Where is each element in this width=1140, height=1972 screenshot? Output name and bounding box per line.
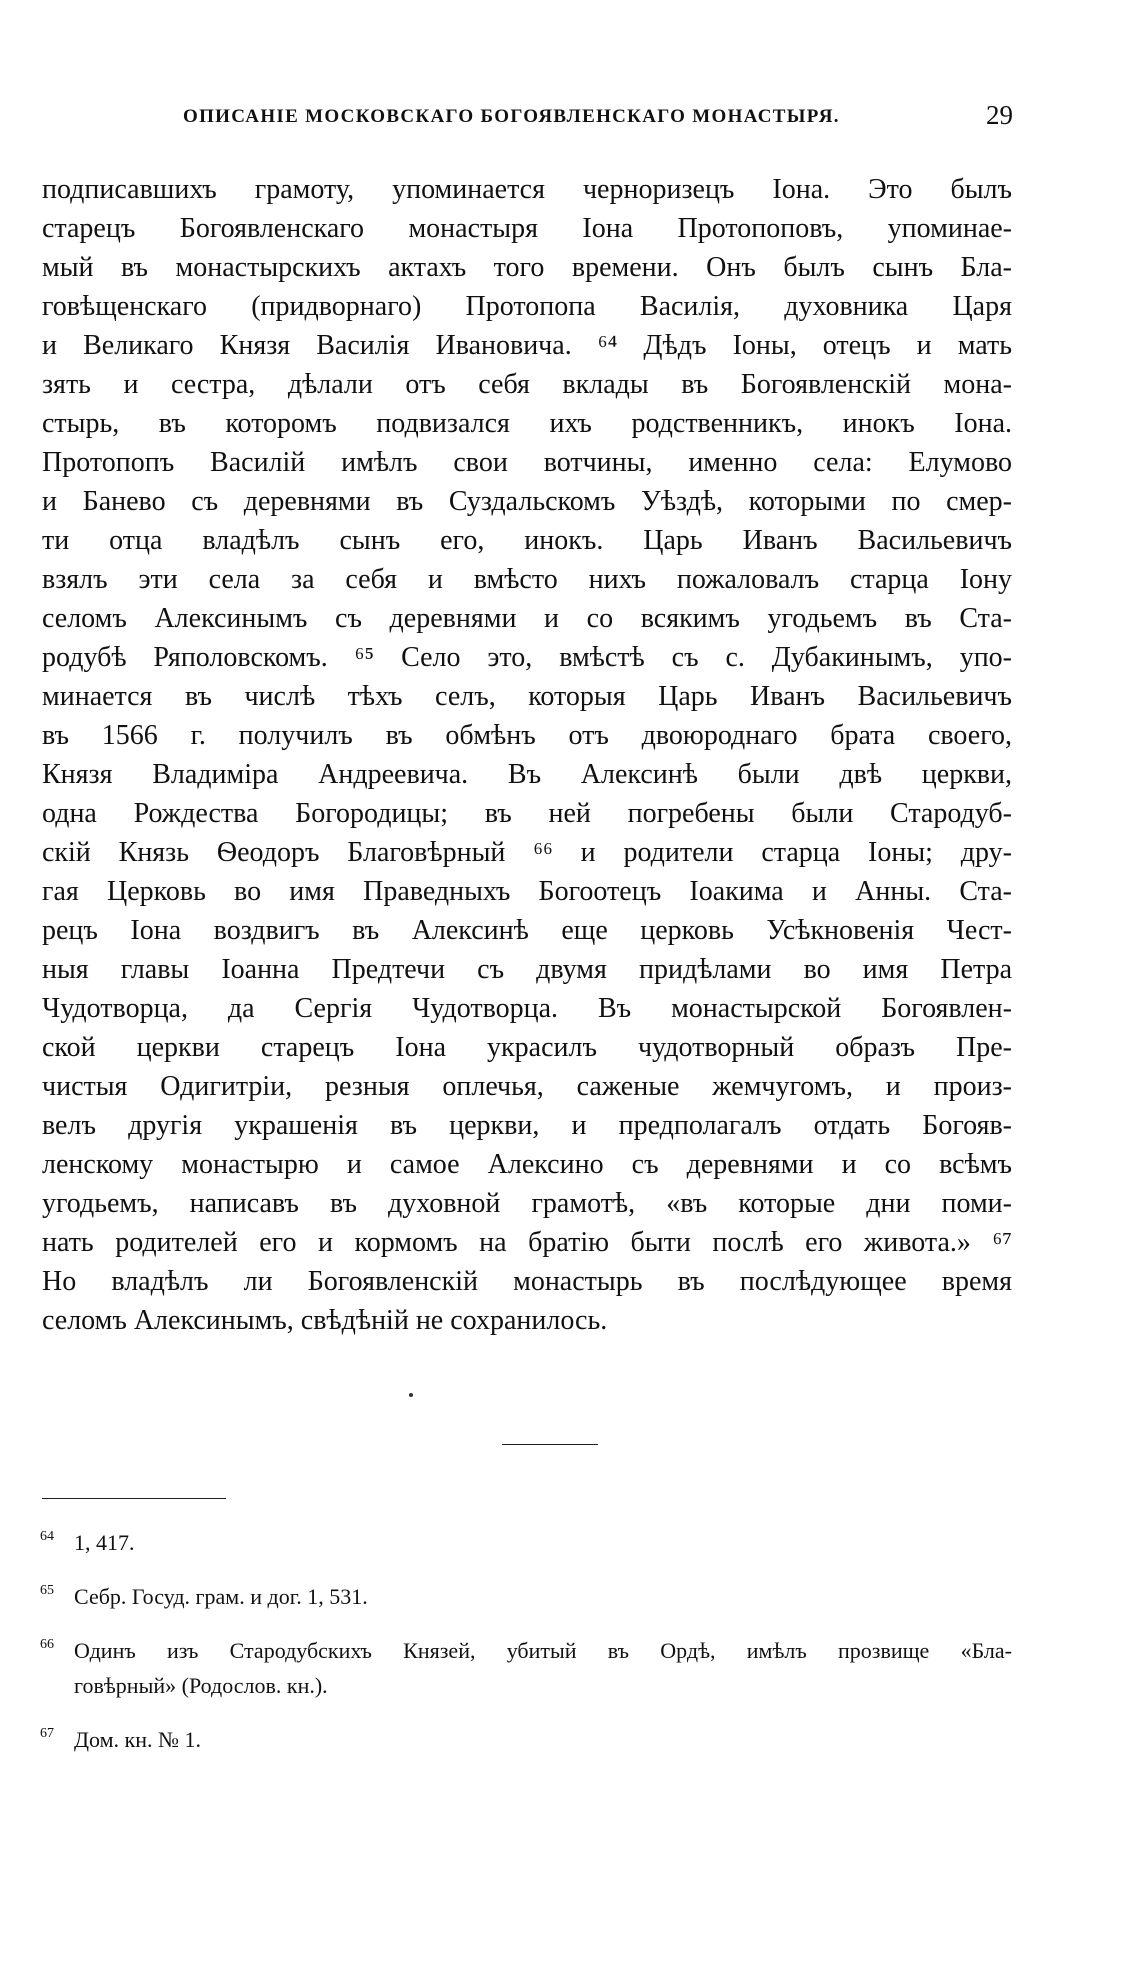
text-line: въ 1566 г. получилъ въ обмѣнъ отъ двоюроднаго брата своего,: [42, 720, 1012, 751]
print-speck: [409, 1393, 413, 1397]
text-line: мый въ монастырскихъ актахъ того времени. Онъ былъ сынъ Бла-: [42, 252, 1012, 283]
footnote-mark: 67: [40, 1726, 54, 1741]
text-line: нать родителей его и кормомъ на братію быти послѣ его живота.» ⁶⁷: [42, 1227, 1012, 1258]
main-text: [42, 170, 1012, 1340]
text-line: рецъ Іона воздвигъ въ Алексинѣ еще церковь Усѣкновенія Чест-: [42, 915, 1012, 946]
text-line: взялъ эти села за себя и вмѣсто нихъ пожаловалъ старца Іону: [42, 564, 1012, 595]
text-line: и Банево съ деревнями въ Суздальскомъ Уѣздѣ, которыми по смер-: [42, 486, 1012, 517]
text-line: ныя главы Іоанна Предтечи съ двумя придѣлами во имя Петра: [42, 954, 1012, 985]
footnote-text: 1, 417.: [74, 1530, 135, 1555]
footnote: [40, 1525, 1012, 1560]
text-line: стырь, въ которомъ подвизался ихъ родственникъ, инокъ Іона.: [42, 408, 1012, 439]
footnote: [40, 1579, 1012, 1614]
text-line: минается въ числѣ тѣхъ селъ, которыя Царь Иванъ Васильевичъ: [42, 681, 1012, 712]
text-line: и Великаго Князя Василія Ивановича. ⁶⁴ Дѣдъ Іоны, отецъ и мать: [42, 330, 1012, 361]
footnote: [40, 1633, 1012, 1703]
text-line: Протопопъ Василій имѣлъ свои вотчины, именно села: Елумово: [42, 447, 1012, 478]
footnote-text: говѣрный» (Родослов. кн.).: [74, 1673, 328, 1698]
text-line: скій Князь Ѳеодоръ Благовѣрный ⁶⁶ и родители старца Іоны; дру-: [42, 837, 1012, 868]
page-number: 29: [986, 100, 1013, 130]
text-line: угодьемъ, написавъ въ духовной грамотѣ, «въ которые дни поми-: [42, 1188, 1012, 1219]
footnote-mark: 64: [40, 1529, 54, 1544]
text-line: ленскому монастырю и самое Алексино съ деревнями и со всѣмъ: [42, 1149, 1012, 1180]
text-line: Но владѣлъ ли Богоявленскій монастырь въ послѣдующее время: [42, 1266, 1012, 1297]
footnotes: [40, 1525, 1012, 1776]
text-line: зять и сестра, дѣлали отъ себя вклады въ Богоявленскій мона-: [42, 369, 1012, 400]
text-line: родубѣ Ряполовскомъ. ⁶⁵ Село это, вмѣстѣ съ с. Дубакинымъ, упо-: [42, 642, 1012, 673]
text-line: подписавшихъ грамоту, упоминается черноризецъ Іона. Это былъ: [42, 174, 1012, 205]
text-line: одна Рождества Богородицы; въ ней погребены были Стародуб-: [42, 798, 1012, 829]
footnote-mark: 66: [40, 1637, 54, 1652]
text-line: старецъ Богоявленскаго монастыря Іона Протопоповъ, упоминае-: [42, 213, 1012, 244]
text-line: Князя Владиміра Андреевича. Въ Алексинѣ были двѣ церкви,: [42, 759, 1012, 790]
footnote: [40, 1722, 1012, 1757]
text-line: Чудотворца, да Сергія Чудотворца. Въ монастырской Богоявлен-: [42, 993, 1012, 1024]
footnote-text: Одинъ изъ Стародубскихъ Князей, убитый въ Ордѣ, имѣлъ прозвище «Бла-: [74, 1638, 1012, 1663]
footnote-separator: [42, 1498, 226, 1499]
text-line: ти отца владѣлъ сынъ его, инокъ. Царь Иванъ Васильевичъ: [42, 525, 1012, 556]
text-line: говѣщенскаго (придворнаго) Протопопа Василія, духовника Царя: [42, 291, 1012, 322]
text-line: велъ другія украшенія въ церкви, и предполагалъ отдать Богояв-: [42, 1110, 1012, 1141]
text-line: селомъ Алексинымъ, свѣдѣній не сохранилось.: [42, 1305, 608, 1336]
text-line: ской церкви старецъ Іона украсилъ чудотворный образъ Пре-: [42, 1032, 1012, 1063]
text-line: гая Церковь во имя Праведныхъ Богоотецъ Іоакима и Анны. Ста-: [42, 876, 1012, 907]
section-end-rule: [502, 1444, 598, 1445]
text-line: селомъ Алексинымъ съ деревнями и со всякимъ угодьемъ въ Ста-: [42, 603, 1012, 634]
footnote-text: Себр. Госуд. грам. и дог. 1, 531.: [74, 1584, 368, 1609]
page-header: [183, 100, 1013, 140]
text-line: чистыя Одигитріи, резныя оплечья, саженые жемчугомъ, и произ-: [42, 1071, 1012, 1102]
running-title: ОПИСАНІЕ МОСКОВСКАГО БОГОЯВЛЕНСКАГО МОНАСТЫРЯ.: [183, 106, 840, 127]
footnote-mark: 65: [40, 1583, 54, 1598]
footnote-text: Дом. кн. № 1.: [74, 1727, 201, 1752]
